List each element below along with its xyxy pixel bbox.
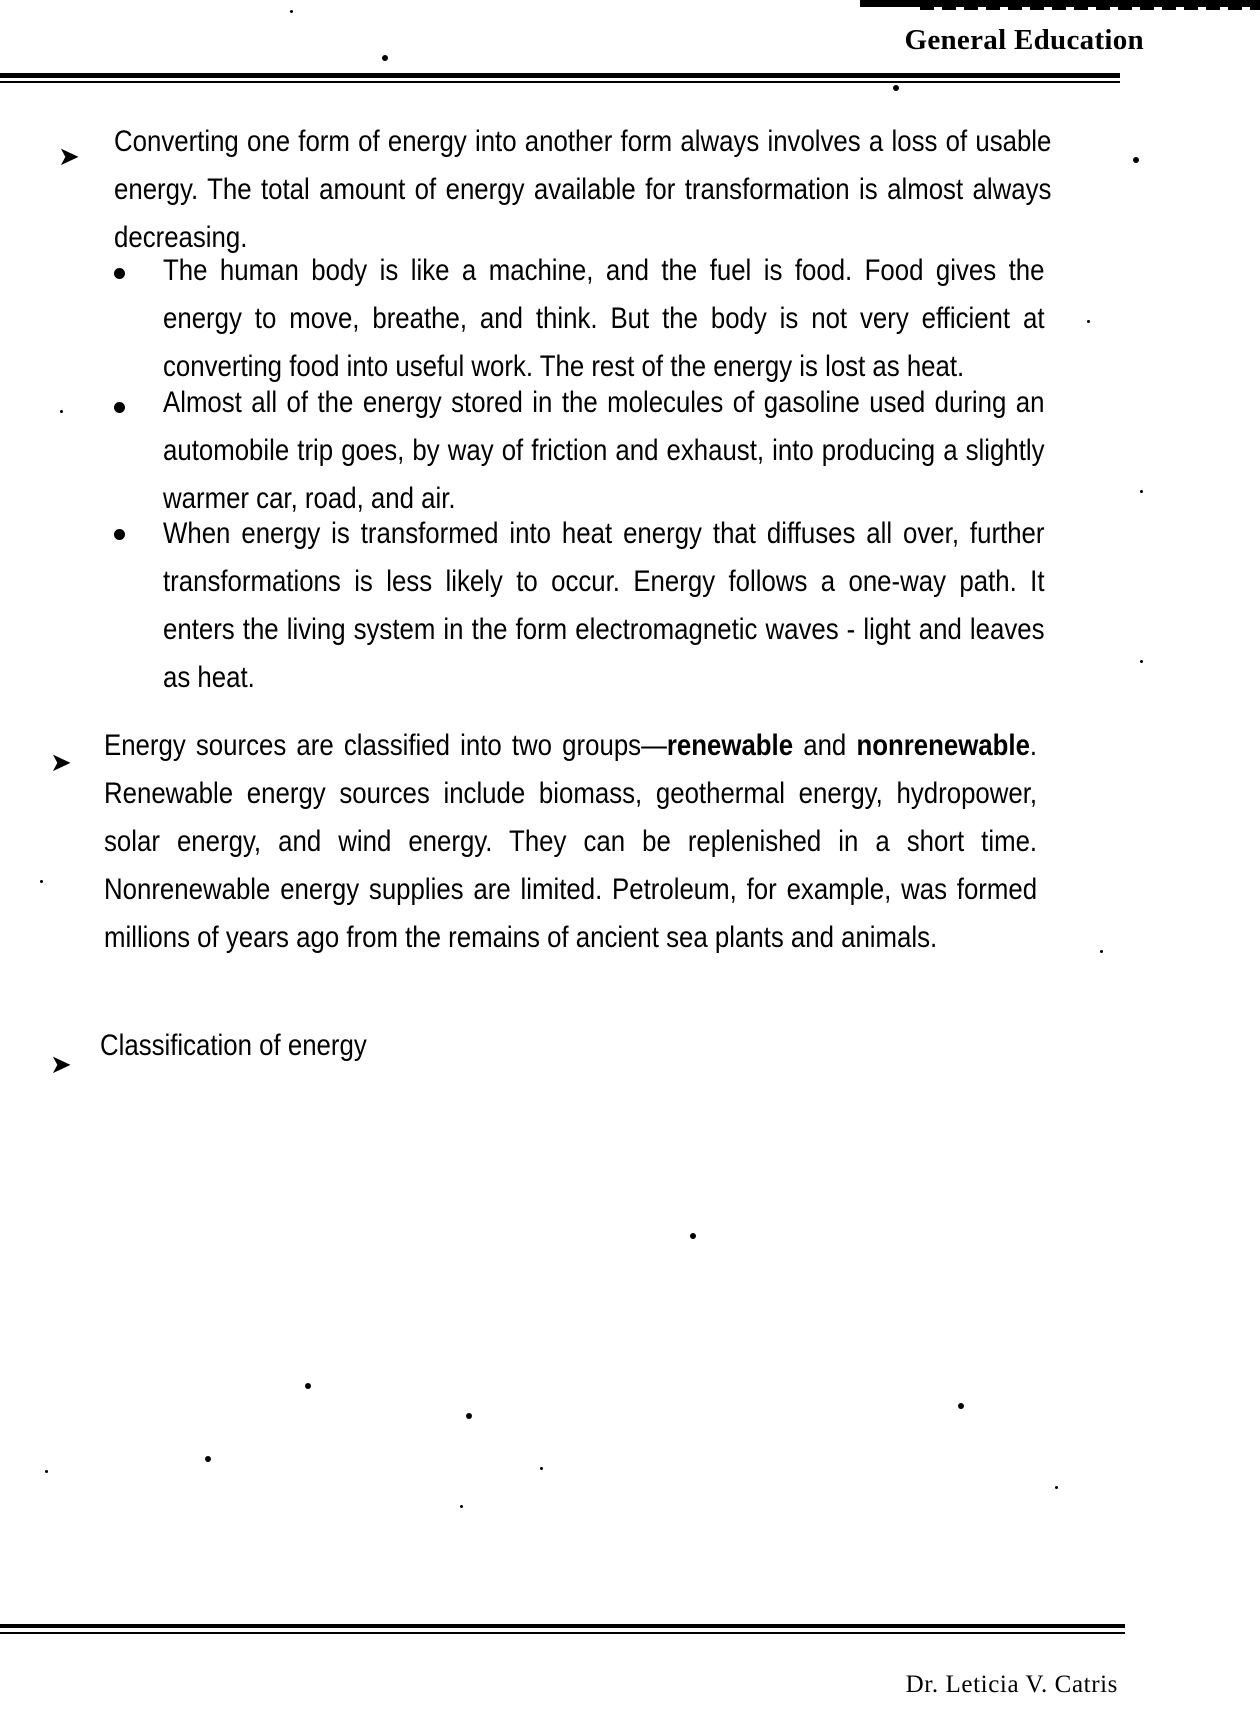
scan-speck — [460, 1505, 463, 1508]
scan-speck — [1140, 660, 1143, 663]
scan-speck — [45, 1470, 48, 1473]
section-3-heading: Classification of energy — [100, 1029, 367, 1062]
scan-speck — [690, 1233, 696, 1239]
scan-speck — [382, 55, 388, 61]
section-1-bullet-3: When energy is transformed into heat energy that diffuses all over, further transformations is less likely to occur. Energy follows a one-way path. It enters the living system in the form electromagnetic waves - light and leaves as heat. — [163, 517, 1045, 694]
scan-speck — [1100, 950, 1103, 953]
scan-speck — [40, 880, 43, 883]
term-renewable: renewable — [666, 729, 794, 762]
term-nonrenewable: nonrenewable — [856, 729, 1030, 762]
footer-rule — [0, 1624, 1125, 1628]
section-1-text: Converting one form of energy into another form always involves a loss of usable energy. The total amount of energy available for transformation is almost always decreasing. — [114, 125, 1052, 254]
scan-speck — [1133, 157, 1139, 163]
scan-speck — [466, 1413, 472, 1419]
arrowhead-bullet-icon: ➤ — [58, 141, 80, 171]
header-rule — [0, 81, 1120, 83]
scan-speck — [1055, 1486, 1058, 1489]
section-2-text: Energy sources are classified into two groups—renewable and nonrenewable. Renewable energy sources include biomass, geothermal energy, hydropower, solar energy, and wind energy. They can be replenished in a short time. Nonrenewable energy supplies are limited. Petroleum, for example, was formed millions of years ago from the remains of ancient sea plants and animals. — [104, 729, 1038, 954]
scan-speck — [893, 85, 899, 91]
footer-rule — [0, 1632, 1125, 1634]
header-rule — [0, 73, 1120, 78]
scan-speck — [540, 1467, 543, 1470]
bullet-dot-icon — [114, 402, 125, 413]
scan-speck — [205, 1456, 211, 1462]
bullet-dot-icon — [114, 268, 125, 279]
footer-author: Dr. Leticia V. Catris — [905, 1671, 1118, 1698]
bullet-dot-icon — [114, 529, 125, 540]
scan-artifact-band — [920, 7, 1260, 10]
arrowhead-bullet-icon: ➤ — [50, 747, 72, 777]
section-1-bullet-2: Almost all of the energy stored in the molecules of gasoline used during an automobile trip goes, by way of friction and exhaust, into producing a slightly warmer car, road, and air. — [163, 386, 1045, 515]
scan-speck — [1087, 320, 1090, 323]
arrowhead-bullet-icon: ➤ — [50, 1049, 72, 1079]
scan-speck — [60, 410, 63, 413]
scan-speck — [1140, 490, 1143, 493]
scan-artifact-band — [860, 0, 1260, 7]
scan-speck — [290, 10, 293, 13]
running-header: General Education — [904, 24, 1144, 56]
scan-speck — [305, 1383, 311, 1389]
section-1-bullet-1: The human body is like a machine, and the fuel is food. Food gives the energy to move, breathe, and think. But the body is not very efficient at converting food into useful work. The rest of the energy is lost as heat. — [163, 254, 1045, 383]
scan-speck — [958, 1403, 964, 1409]
